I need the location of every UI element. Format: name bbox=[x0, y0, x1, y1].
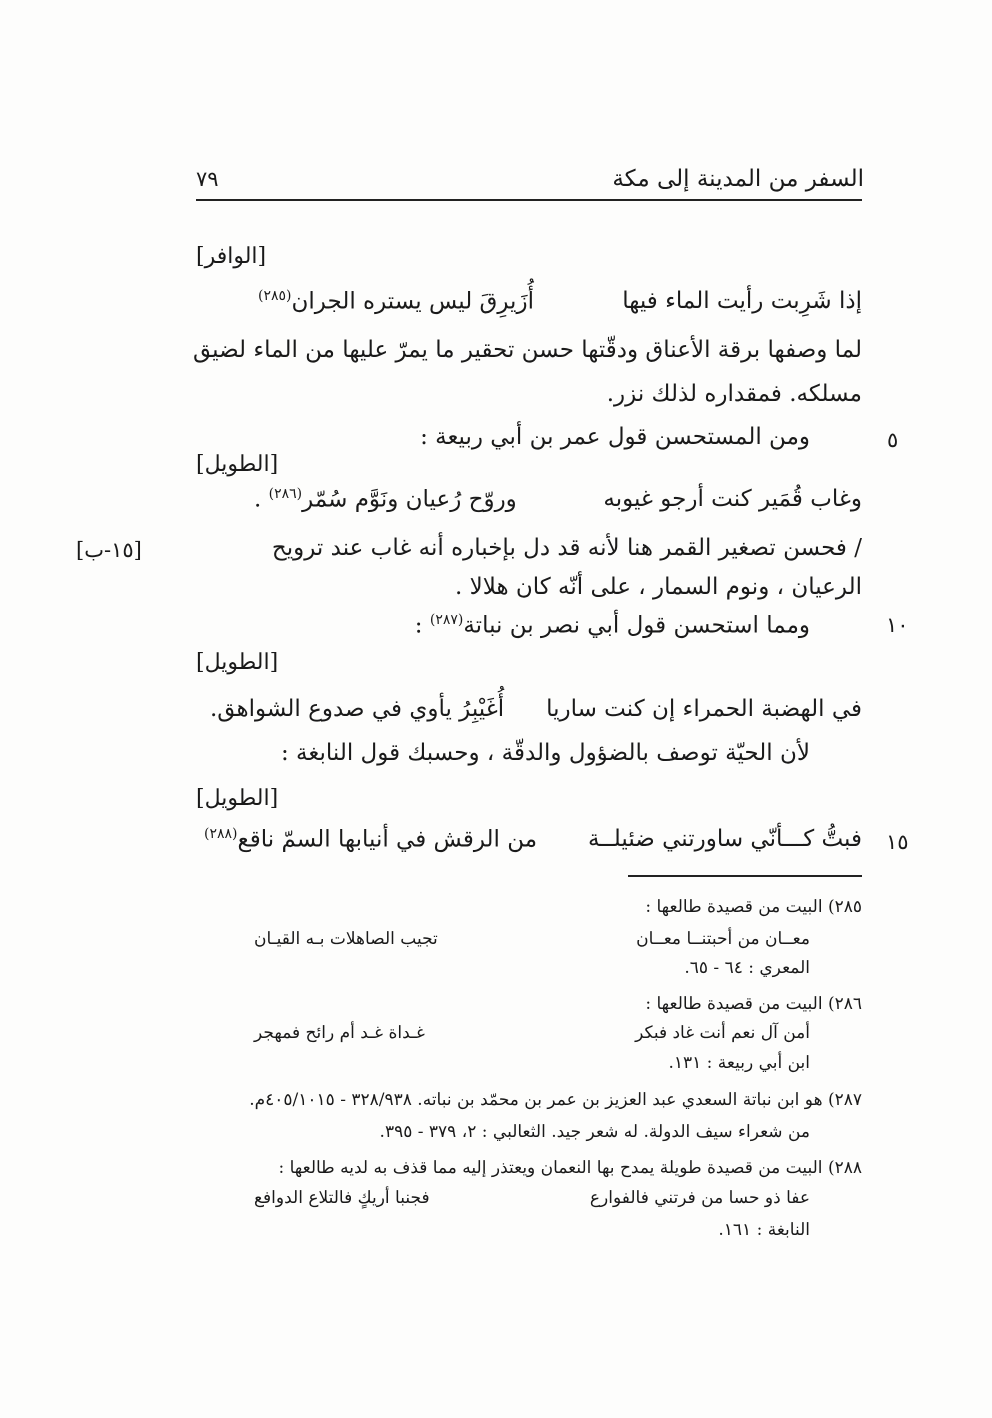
verse-288-first-hemistich: فبتُّ كـــأنّي ساورتني ضئيلــة bbox=[587, 826, 862, 852]
margin-folio-reference: [١٥-ب] bbox=[76, 538, 142, 562]
verse-287-second-hemistich: في الهضبة الحمراء إن كنت ساريا bbox=[546, 696, 862, 722]
verse-286-end: . bbox=[254, 486, 269, 513]
footnote-ref-288: (٢٨٨) bbox=[204, 826, 238, 842]
footnote-verse-second: تجيب الصاهلات بـه القيـان bbox=[254, 929, 438, 949]
footnote-text: البيت من قصيدة طالعها : bbox=[645, 897, 823, 917]
footnote-number: ٢٨٥) bbox=[827, 897, 862, 917]
intro-nasr-end: : bbox=[414, 612, 430, 639]
prose-line: لأن الحيّة توصف بالضؤول والدقّة ، وحسبك قول النابغة : bbox=[280, 740, 810, 766]
prose-line: الرعيان ، ونوم السمار ، على أنّه كان هلالا . bbox=[454, 574, 862, 600]
footnote-287 bbox=[249, 1090, 862, 1110]
footnote-verse-first: معــان من أحبتنــا معــان bbox=[636, 929, 810, 949]
footnote-ref-286: (٢٨٦) bbox=[268, 486, 303, 502]
prose-line: لما وصفها برقة الأعناق ودقّتها حسن تحقير ما يمرّ عليها من الماء لضيق bbox=[192, 337, 862, 363]
meter-label-tawil: [الطويل] bbox=[196, 650, 279, 675]
footnote-text-continued: من شعراء سيف الدولة. له شعر جيد. الثعالبي : ٢، ٣٧٩ - ٣٩٥. bbox=[379, 1122, 810, 1142]
prose-line: / فحسن تصغير القمر هنا لأنه قد دل بإخباره أنه غاب عند ترويح bbox=[271, 535, 862, 561]
prose-line: مسلكه. فمقداره لذلك نزر. bbox=[606, 381, 862, 407]
verse-288-second-hemistich bbox=[204, 826, 537, 853]
verse-288-text: من الرقش في أنيابها السمّ ناقع bbox=[237, 826, 538, 853]
verse-287-first-hemistich: أُغَيْبِرُ يأوي في صدوع الشواهق. bbox=[210, 696, 505, 722]
footnote-number: ٢٨٨) bbox=[827, 1158, 862, 1178]
line-number-15: ١٥ bbox=[886, 830, 909, 854]
intro-abu-nasr-ibn-nubata bbox=[415, 612, 810, 639]
verse-286-text: وروّح رُعيان ونَوَّم سُمّر bbox=[302, 486, 517, 513]
footnote-285 bbox=[645, 897, 862, 917]
footnote-separator bbox=[628, 875, 862, 877]
verse-286-first-hemistich: وغاب قُمَير كنت أرجو غيوبه bbox=[603, 486, 862, 512]
verse-285-second-hemistich bbox=[258, 288, 534, 315]
footnote-verse-first: عفا ذو حسا من فرتني فالفوارع bbox=[589, 1188, 810, 1208]
meter-label-tawil: [الطويل] bbox=[196, 452, 279, 477]
footnote-288 bbox=[278, 1158, 862, 1178]
footnote-verse-first: أمن آل نعم أنت غاد فبكر bbox=[635, 1023, 810, 1043]
meter-label-wafir: [الوافر] bbox=[196, 244, 267, 269]
footnote-ref-287: (٢٨٧) bbox=[429, 612, 464, 628]
footnote-verse-second: غـداة غـد أم رائح فمهجر bbox=[254, 1023, 425, 1043]
footnote-286 bbox=[645, 994, 862, 1014]
footnote-source: ابن أبي ربيعة : ١٣١. bbox=[668, 1053, 810, 1073]
footnote-ref-285: (٢٨٥) bbox=[258, 288, 292, 304]
footnote-source: النابغة : ١٦١. bbox=[718, 1220, 810, 1240]
line-number-10: ١٠ bbox=[886, 613, 909, 637]
line-number-5: ٥ bbox=[887, 428, 899, 452]
footnote-text: البيت من قصيدة طالعها : bbox=[645, 994, 823, 1014]
intro-umar-ibn-abi-rabia: ومن المستحسن قول عمر بن أبي ربيعة : bbox=[420, 424, 810, 450]
footnote-source: المعري : ٦٤ - ٦٥. bbox=[684, 958, 810, 978]
verse-286-second-hemistich bbox=[254, 486, 517, 513]
footnote-text: البيت من قصيدة طويلة يمدح بها النعمان ويعتذر إليه مما قذف به لديه طالعها : bbox=[278, 1158, 823, 1178]
verse-285-first-hemistich: إذا شَرِبت رأيت الماء فيها bbox=[622, 288, 862, 314]
footnote-number: ٢٨٦) bbox=[827, 994, 862, 1014]
meter-label-tawil: [الطويل] bbox=[196, 786, 279, 811]
footnote-number: ٢٨٧) bbox=[827, 1090, 862, 1110]
footnote-verse-second: فجنبا أريكٍ فالتلاع الدوافع bbox=[254, 1188, 430, 1208]
intro-nasr-text: ومما استحسن قول أبي نصر بن نباتة bbox=[463, 612, 810, 639]
page-number: ٧٩ bbox=[196, 167, 219, 191]
footnote-text: هو ابن نباتة السعدي عبد العزيز بن عمر بن محمّد بن نباته. ٣٢٨/٩٣٨ - ٤٠٥/١٠١٥م. bbox=[249, 1090, 823, 1110]
running-head-title: السفر من المدينة إلى مكة bbox=[612, 166, 864, 192]
verse-285-text: أُزَيرِقَ ليس يستره الجران bbox=[291, 288, 534, 315]
header-rule bbox=[196, 199, 862, 201]
